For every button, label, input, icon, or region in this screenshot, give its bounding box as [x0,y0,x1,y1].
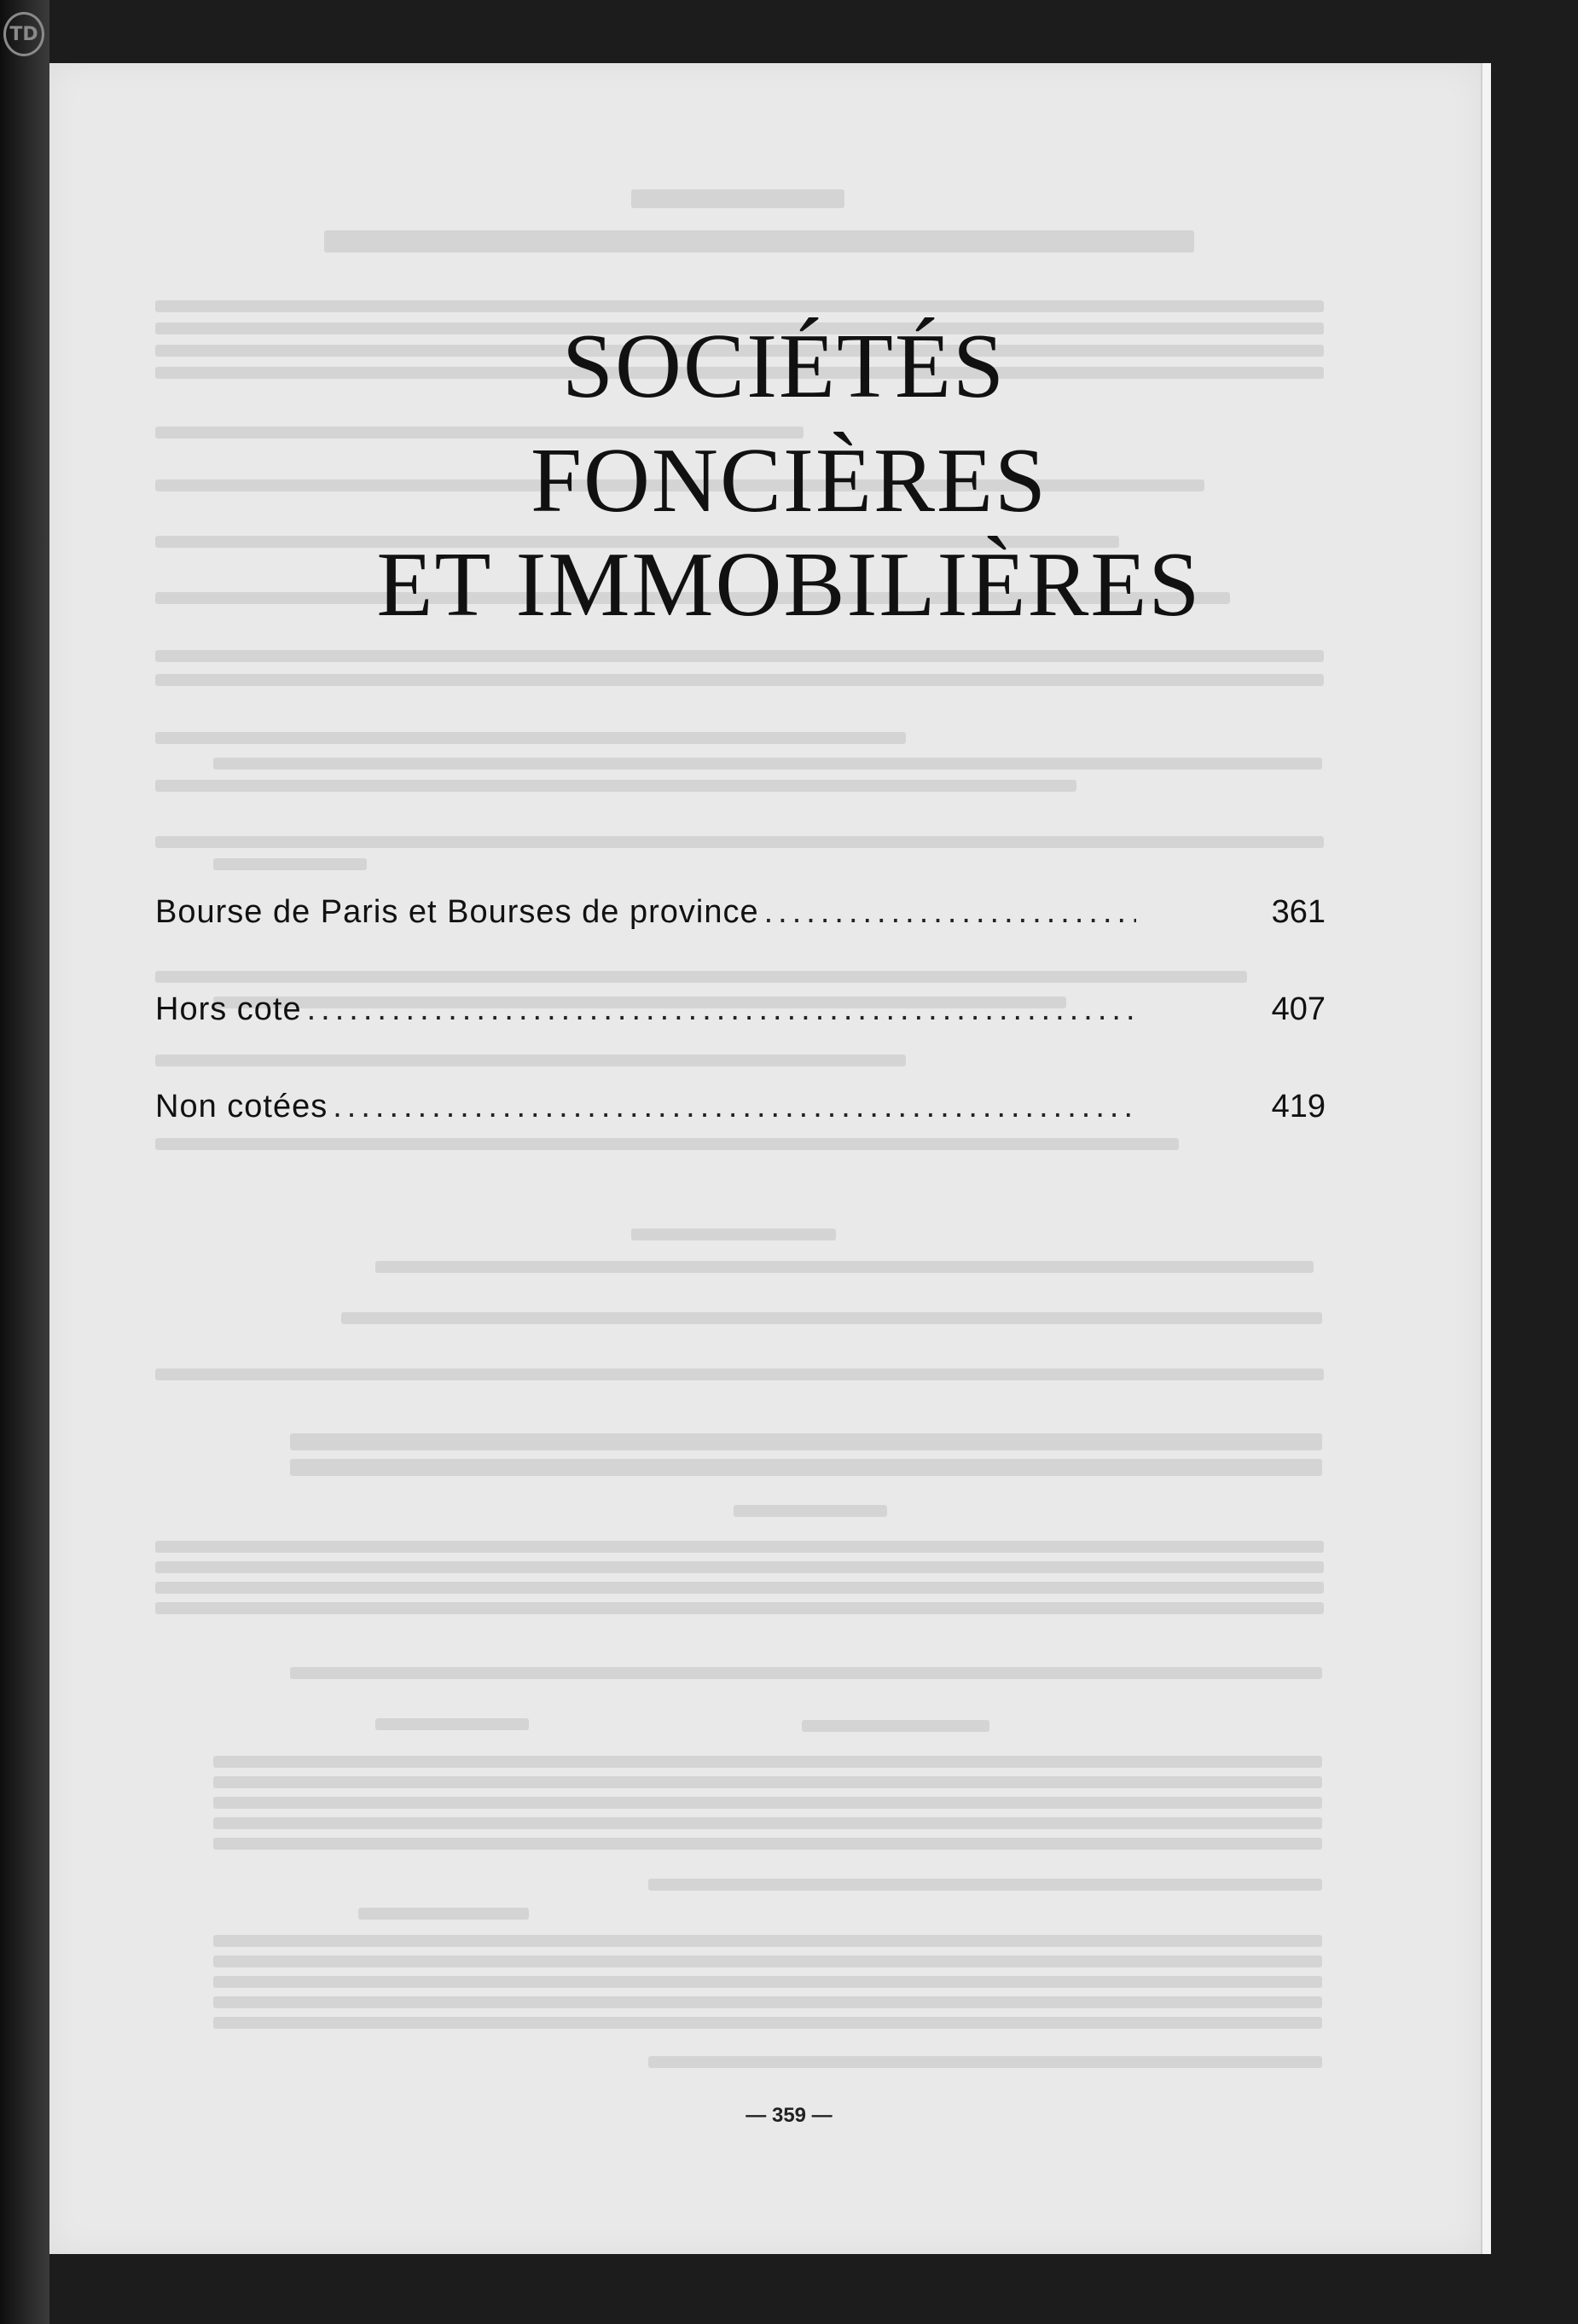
table-of-contents [155,894,1326,1186]
toc-entry-label: Non cotées [155,1089,328,1124]
toc-entry [155,991,1326,1043]
toc-leader-dots [764,894,1136,931]
scan-stamp: TD [3,12,44,56]
toc-leader-dots [307,991,1136,1028]
toc-entry-page: 419 [1271,1089,1326,1124]
toc-entry [155,894,1326,945]
title-line-3: ET IMMOBILIÈRES [376,534,1202,636]
title-line-1: SOCIÉTÉS [561,316,1007,417]
title-line-2: FONCIÈRES [530,430,1048,532]
toc-entry-label: Bourse de Paris et Bourses de province [155,894,759,930]
section-title [0,316,1578,636]
toc-entry [155,1089,1326,1140]
toc-entry-page: 361 [1271,894,1326,930]
toc-entry-label: Hors cote [155,991,302,1027]
page-number: — 359 — [745,2104,833,2127]
toc-entry-page: 407 [1271,991,1326,1027]
toc-leader-dots [333,1089,1136,1125]
